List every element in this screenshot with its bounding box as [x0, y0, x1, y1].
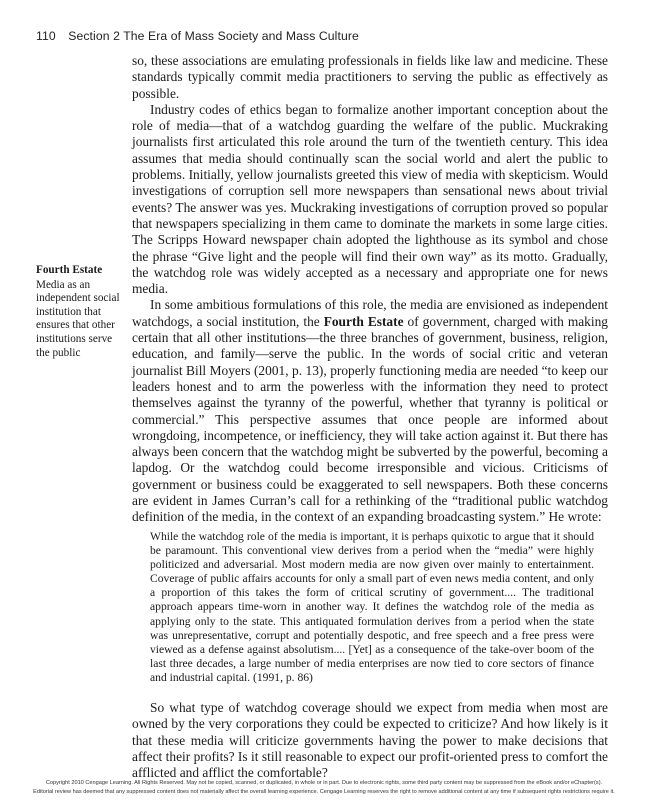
paragraph-closing: So what type of watchdog coverage should we expect from media when most are owned by the very corporations they could be expected to criticize? And how likely is it that these media will criticize governments having the power to make decisions that affect their profits? Is it still reasonable to expect our profit-oriented press to comfort the afflicted and afflict the comfortable? [132, 700, 608, 781]
copyright-footer-line-2: Editorial review has deemed that any suppressed content does not materially affect the overall learning experience. Cengage Learning reserves the right to remove additional content at any time if subsequent rights restrictions require it. [33, 789, 615, 795]
curran-blockquote: While the watchdog role of the media is important, it is perhaps quixotic to argue that it should be paramount. This conventional view derives from a period when the “media” were highly politicized and adversarial. Most modern media are now given over mainly to entertainment. Coverage of public affairs accounts for only a small part of even news media content, and only a proportion of this takes the form of critical scrutiny of government.... The traditional approach appears time-worn in another way. It defines the watchdog role of the media as applying only to the state. This antiquated formulation derives from a period when the state was unrepresentative, corrupt and potentially despotic, and free speech and a free press were viewed as a defense against absolutism.... [Yet] as a consequence of the take-over boom of the last three decades, a large number of media enterprises are now tied to core sectors of finance and industrial capital. (1991, p. 86) [150, 530, 594, 684]
running-header [36, 29, 359, 43]
paragraph-continuation: so, these associations are emulating professionals in fields like law and medicine. These standards typically commit media practitioners to serving the public as effectively as possible. [132, 53, 608, 101]
copyright-footer-line-1: Copyright 2010 Cengage Learning. All Rights Reserved. May not be copied, scanned, or duplicated, in whole or in part. Due to electronic rights, some third party content may be suppressed from the eBook and/or eChapter(s). [45, 780, 603, 786]
page-number: 110 [36, 29, 56, 43]
paragraph-fourth-estate [132, 297, 608, 525]
paragraph-watchdog: Industry codes of ethics began to formalize another important conception about the role of media—that of a watchdog guarding the welfare of the public. Muckraking journalists first articulated this role around the turn of the twentieth century. This idea assumes that media should continually scan the social world and alert the public to problems. Initially, yellow journalists greeted this view of media with skepticism. Would investigations of corruption sell more newspapers than sensational news about trivial events? The answer was yes. Muckraking investigations of corruption proved so popular that newspapers specializing in them came to dominate the markets in some large cities. The Scripps Howard newspaper chain adopted the lighthouse as its symbol and chose the phrase “Give light and the people will find their own way” as its motto. Gradually, the watchdog role was widely accepted as a necessary and appropriate one for news media. [132, 101, 608, 297]
section-title: Section 2 The Era of Mass Society and Mass Culture [68, 29, 359, 43]
paragraph-fourth-estate-end: of government, charged with making certain that all other institutions—the three branches of government, business, religion, education, and family—serve the public. In the words of social critic and veteran journalist Bill Moyers (2001, p. 13), properly functioning media are needed “to keep our leaders honest and to arm the powerless with the information they need to protect themselves against the tyranny of the powerful, whether that tyranny is political or commercial.” This perspective assumes that once people are informed about wrongdoing, incompetence, or inefficiency, they will take action against it. But there has always been concern that the watchdog might be subverted by the powerful, becoming a lapdog. Or the watchdog could become irresponsible and vicious. Criticisms of government or business could be exaggerated to sell newspapers. Both these concerns are evident in James Curran’s call for a rethinking of the “traditional public watchdog definition of the media, in the context of an expanding broadcasting system.” He wrote: [132, 313, 608, 525]
paragraph-fourth-estate-start: In some ambitious formulations of this role, the media are envisioned as independent watchdogs, a social institution, the [132, 297, 608, 329]
margin-glossary [36, 264, 124, 360]
glossary-term: Fourth Estate [36, 264, 103, 276]
main-text-column [132, 53, 608, 526]
glossary-definition: Media as an independent social institution that ensures that other institutions serve the public [36, 278, 120, 359]
fourth-estate-term: Fourth Estate [323, 313, 404, 329]
